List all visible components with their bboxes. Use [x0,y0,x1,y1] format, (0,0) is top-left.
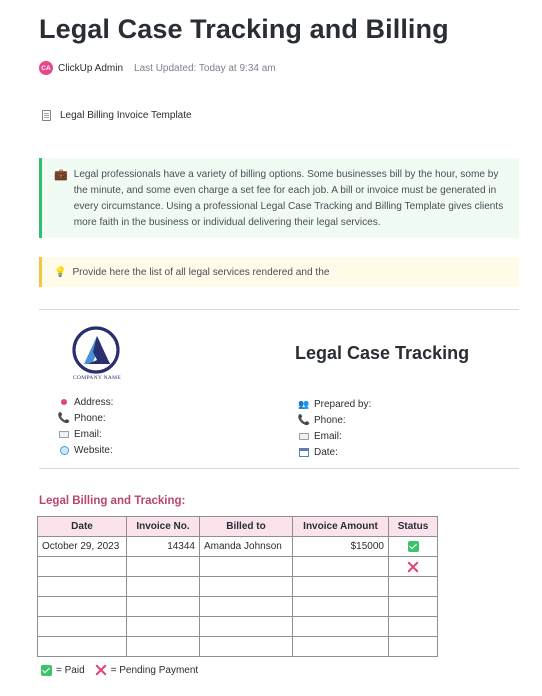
table-row [38,577,438,597]
phone-label: Phone: [74,412,106,424]
doc-meta [39,61,276,75]
prepared-by-field [298,397,371,411]
page-title: Legal Case Tracking and Billing [39,14,449,44]
preparer-email-field [298,429,342,443]
envelope-icon [298,433,310,440]
pending-cross-icon [95,664,107,676]
envelope-icon [58,431,70,438]
tip-callout-text: Provide here the list of all legal services rendered and the [72,266,330,278]
legend-paid-label: = Paid [56,664,85,676]
paid-check-icon [408,541,419,552]
date-field [298,445,338,459]
last-updated: Last Updated: Today at 9:34 am [134,62,276,74]
phone-icon: 📞 [57,412,71,424]
divider-top [39,309,519,310]
email-field [58,427,102,441]
info-callout [39,158,519,238]
cell-status[interactable] [389,537,438,557]
address-label: Address: [74,396,114,408]
cell-invoice-no[interactable] [127,637,200,657]
cell-amount[interactable] [293,617,389,637]
cell-billed-to[interactable] [200,577,293,597]
column-header-date[interactable]: Date [38,517,127,537]
tip-callout [39,257,519,287]
paid-check-icon [41,665,52,676]
billing-section-title: Legal Billing and Tracking: [39,495,186,507]
cell-invoice-no[interactable] [127,617,200,637]
billing-table [37,516,438,657]
date-label: Date: [314,446,338,458]
website-label: Website: [74,444,113,456]
column-header-invoice-no[interactable]: Invoice No. [127,517,200,537]
doc-link-label: Legal Billing Invoice Template [60,109,192,121]
cell-status[interactable] [389,637,438,657]
cell-billed-to[interactable] [200,617,293,637]
cell-status[interactable] [389,617,438,637]
avatar[interactable]: CA [39,61,53,75]
cell-invoice-no[interactable] [127,557,200,577]
document-icon [42,110,51,121]
cell-status[interactable] [389,577,438,597]
cell-invoice-no[interactable] [127,577,200,597]
globe-icon [58,446,70,455]
phone-field [58,411,106,425]
table-row [38,557,438,577]
cell-amount[interactable] [293,557,389,577]
phone-icon: 📞 [297,414,311,426]
cell-status[interactable] [389,557,438,577]
pending-cross-icon [407,561,419,573]
people-icon: 👥 [298,398,310,409]
calendar-icon [298,448,310,457]
column-header-invoice-amount[interactable]: Invoice Amount [293,517,389,537]
cell-date[interactable] [38,597,127,617]
table-row [38,637,438,657]
table-row [38,537,438,557]
briefcase-icon: 💼 [54,169,68,181]
cell-date[interactable] [38,617,127,637]
case-title: Legal Case Tracking [295,343,470,363]
cell-invoice-no[interactable]: 14344 [127,537,200,557]
logo-caption: COMPANY NAME [73,375,121,381]
divider-bottom [39,468,519,469]
table-header-row [38,517,438,537]
cell-billed-to[interactable] [200,597,293,617]
table-row [38,617,438,637]
cell-amount[interactable]: $15000 [293,537,389,557]
column-header-billed-to[interactable]: Billed to [200,517,293,537]
cell-billed-to[interactable]: Amanda Johnson [200,537,293,557]
cell-date[interactable]: October 29, 2023 [38,537,127,557]
website-field [58,443,113,457]
author-name[interactable]: ClickUp Admin [58,62,124,74]
doc-link[interactable] [42,108,192,122]
preparer-phone-label: Phone: [314,414,346,426]
cell-date[interactable] [38,637,127,657]
info-callout-text: Legal professionals have a variety of billing options. Some businesses bill by the hour, some by the minute, and some even charge a set fee for each job. A bill or invoice must be generated in every circumstance. Using a professional Legal Case Tracking and Billing Template gives clients more faith in the business or individual delivering their legal services. [73,169,504,228]
cell-invoice-no[interactable] [127,597,200,617]
cell-billed-to[interactable] [200,557,293,577]
lightbulb-icon: 💡 [54,266,67,278]
cell-amount[interactable] [293,577,389,597]
preparer-phone-field [298,413,346,427]
cell-status[interactable] [389,597,438,617]
preparer-email-label: Email: [314,430,342,442]
cell-date[interactable] [38,557,127,577]
cell-date[interactable] [38,577,127,597]
email-label: Email: [74,428,102,440]
column-header-status[interactable]: Status [389,517,438,537]
legend-pending-label: = Pending Payment [110,664,199,676]
status-legend [41,663,208,677]
pin-icon [58,399,70,405]
cell-billed-to[interactable] [200,637,293,657]
prepared-by-label: Prepared by: [314,398,372,410]
table-row [38,597,438,617]
cell-amount[interactable] [293,637,389,657]
address-field [58,395,113,409]
cell-amount[interactable] [293,597,389,617]
